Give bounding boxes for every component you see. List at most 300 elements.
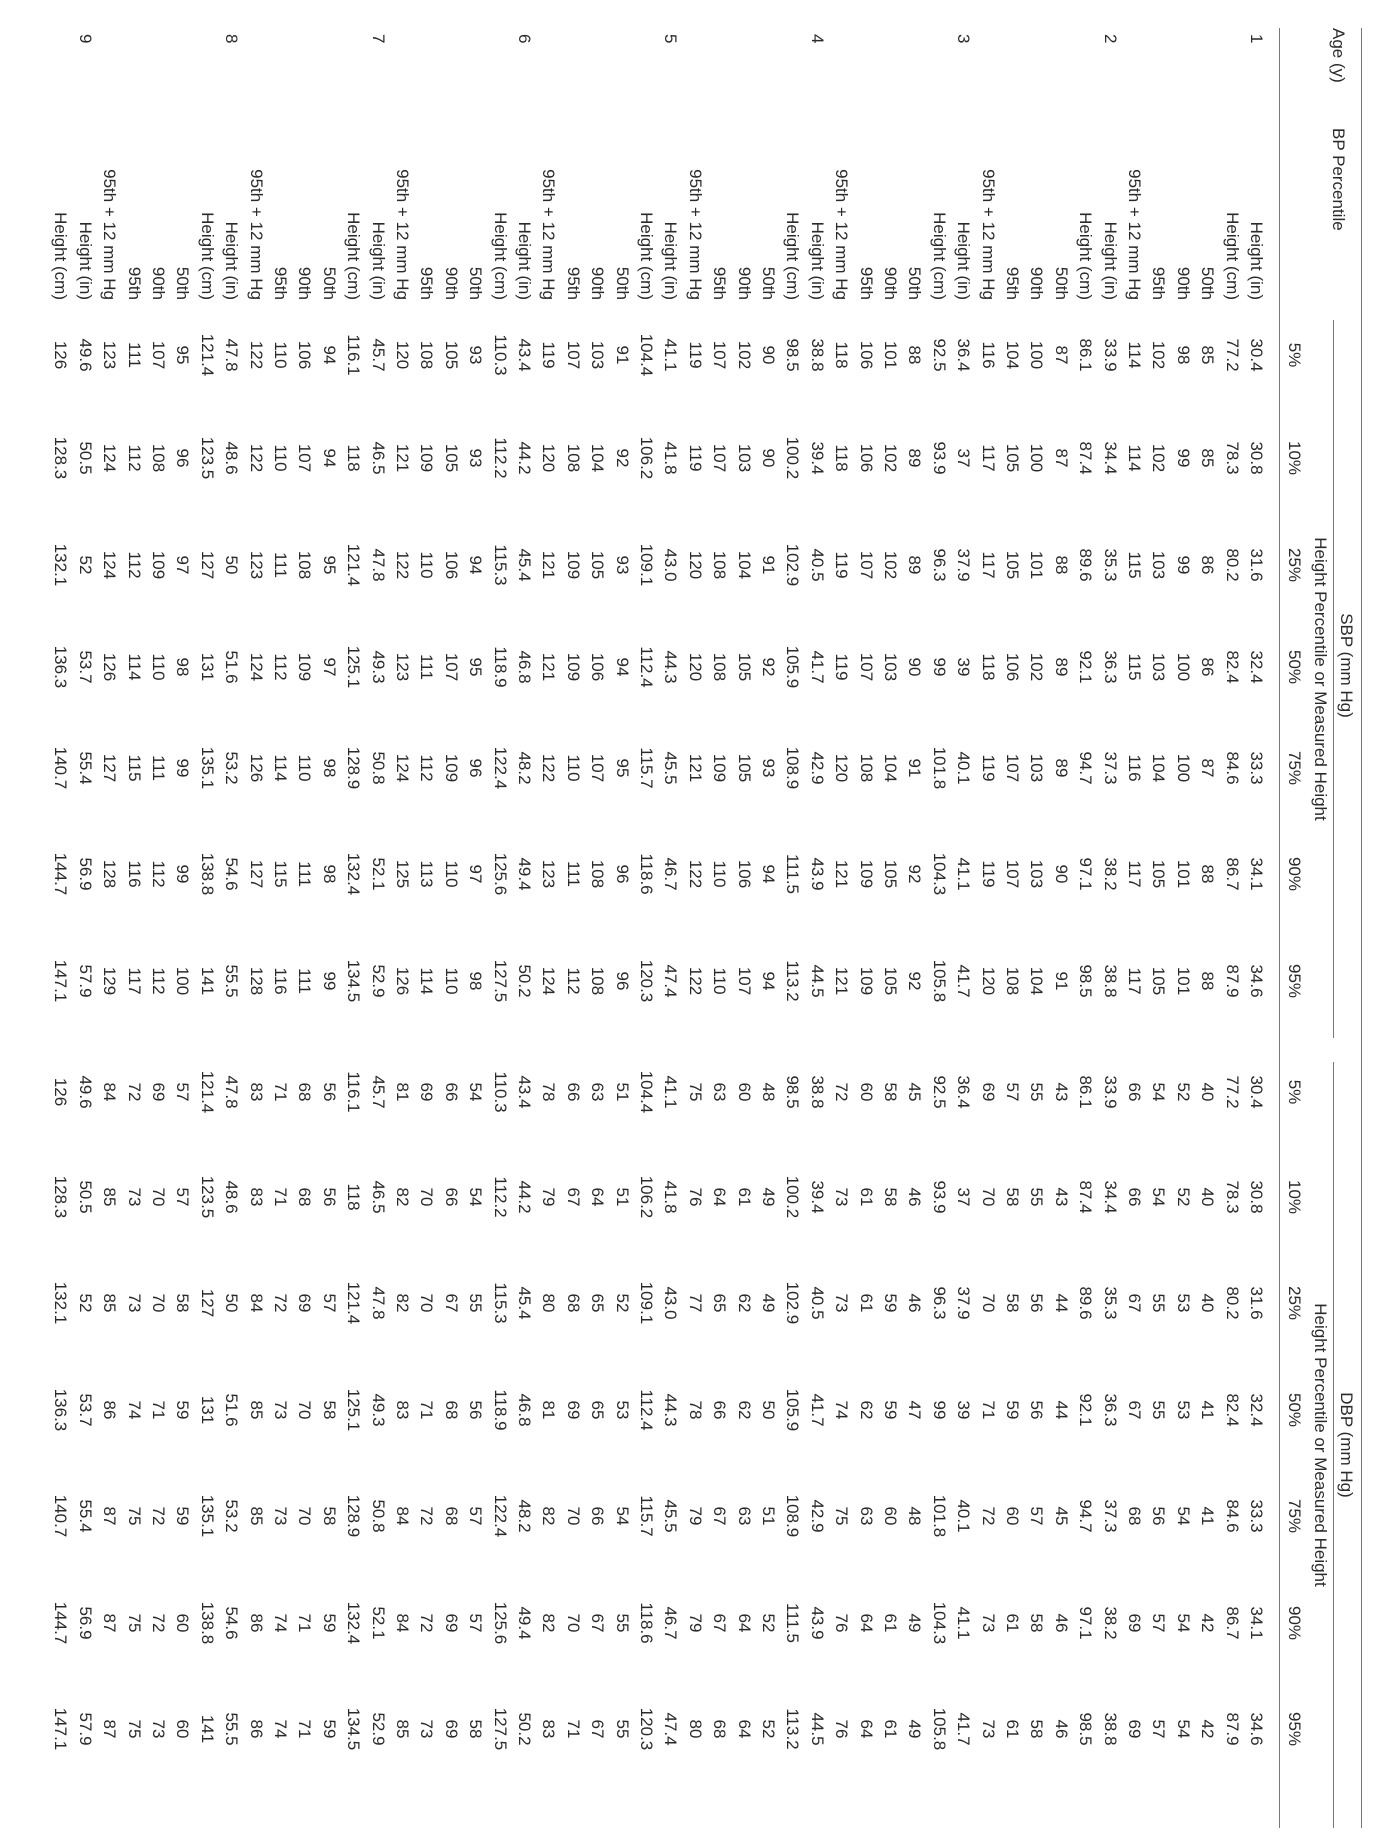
bp-percentile-cell: 90th — [1027, 266, 1047, 300]
sbp-value-cell: 93.9 — [929, 441, 949, 475]
dbp-value-cell: 59 — [319, 1719, 339, 1739]
sbp-value-cell: 115 — [124, 754, 144, 782]
sbp-value-cell: 105 — [588, 550, 608, 580]
dbp-value-cell: 70 — [417, 1293, 437, 1313]
dbp-value-cell: 108.9 — [783, 1494, 803, 1538]
dbp-value-cell: 71 — [295, 1719, 315, 1739]
dbp-value-cell: 59 — [173, 1400, 193, 1420]
sbp-value-cell: 91 — [905, 758, 925, 778]
dbp-value-cell: 55 — [1027, 1187, 1047, 1207]
top-rule — [1361, 28, 1362, 1828]
sbp-value-cell: 49.3 — [368, 650, 388, 684]
sbp-value-cell: 98 — [319, 758, 339, 778]
bp-percentile-cell: Height (cm) — [637, 212, 656, 300]
sbp-value-cell: 105 — [1003, 443, 1022, 473]
dbp-value-cell: 41.8 — [661, 1180, 681, 1214]
dbp-value-cell: 54 — [1149, 1187, 1169, 1207]
dbp-value-cell: 52.1 — [368, 1606, 388, 1640]
bp-percentile-cell: 95th — [1149, 266, 1169, 300]
dbp-value-cell: 42.9 — [807, 1499, 827, 1533]
bp-percentile-cell: 90th — [149, 266, 168, 300]
age-cell: 9 — [75, 34, 95, 44]
dbp-value-cell: 68 — [295, 1187, 315, 1207]
dbp-value-cell: 61 — [1003, 1613, 1022, 1633]
bp-percentile-cell: Height (in) — [368, 221, 388, 300]
sbp-value-cell: 49.4 — [515, 857, 534, 891]
dbp-value-cell: 57 — [173, 1187, 193, 1207]
sbp-value-cell: 107 — [710, 443, 730, 473]
dbp-value-cell: 73 — [124, 1187, 144, 1207]
sbp-value-cell: 147.1 — [51, 959, 71, 1003]
dbp-value-cell: 57.9 — [75, 1712, 95, 1746]
dbp-value-cell: 57 — [466, 1506, 486, 1526]
dbp-value-cell: 132.1 — [51, 1281, 71, 1325]
dbp-value-cell: 140.7 — [51, 1494, 71, 1538]
sbp-value-cell: 103 — [1149, 652, 1169, 682]
dbp-value-cell: 70 — [149, 1293, 168, 1313]
sbp-value-cell: 88 — [905, 345, 925, 365]
sbp-value-cell: 38.2 — [1100, 857, 1120, 891]
bp-percentile-cell: Height (cm) — [1076, 212, 1096, 300]
bp-percentile-cell: 95th + 12 mm Hg — [393, 169, 412, 300]
dbp-value-cell: 83 — [393, 1400, 412, 1420]
dbp-value-cell: 59 — [319, 1613, 339, 1633]
sbp-percentile-col-header: 25% — [1285, 547, 1304, 583]
dbp-value-cell: 57 — [173, 1082, 193, 1102]
dbp-value-cell: 54 — [1173, 1506, 1193, 1526]
sbp-value-cell: 98 — [466, 971, 486, 991]
sbp-value-cell: 44.3 — [661, 650, 681, 684]
dbp-value-cell: 48.6 — [222, 1180, 242, 1214]
dbp-value-cell: 111.5 — [783, 1602, 803, 1644]
dbp-value-cell: 39.4 — [807, 1180, 827, 1214]
sbp-value-cell: 33.9 — [1100, 338, 1120, 372]
dbp-value-cell: 84 — [393, 1613, 412, 1633]
age-header: Age (y) — [1329, 28, 1348, 83]
dbp-value-cell: 79 — [539, 1187, 559, 1207]
bp-percentile-cell: 50th — [319, 266, 339, 300]
dbp-percentile-col-header: 10% — [1285, 1179, 1304, 1215]
sbp-value-cell: 114 — [1125, 341, 1144, 369]
sbp-value-cell: 52.9 — [368, 964, 388, 998]
sbp-value-cell: 122 — [393, 550, 412, 580]
dbp-value-cell: 52 — [1173, 1187, 1193, 1207]
dbp-value-cell: 56 — [466, 1400, 486, 1420]
dbp-value-cell: 78 — [685, 1400, 705, 1420]
dbp-percentile-col-header: 5% — [1285, 1079, 1304, 1105]
sbp-value-cell: 50 — [222, 555, 242, 575]
bp-percentile-cell: 50th — [466, 266, 486, 300]
dbp-value-cell: 67 — [588, 1613, 608, 1633]
sbp-value-cell: 47.8 — [222, 338, 242, 372]
dbp-value-cell: 69 — [1125, 1719, 1144, 1739]
dbp-value-cell: 61 — [881, 1613, 900, 1633]
sbp-value-cell: 41.1 — [661, 338, 681, 372]
dbp-value-cell: 71 — [271, 1187, 290, 1207]
sbp-value-cell: 120 — [539, 443, 559, 473]
sbp-value-cell: 110 — [271, 341, 290, 369]
sbp-value-cell: 50.8 — [368, 751, 388, 785]
dbp-value-cell: 60 — [734, 1082, 754, 1102]
sbp-value-cell: 117 — [978, 444, 998, 472]
dbp-value-cell: 73 — [271, 1400, 290, 1420]
dbp-value-cell: 60 — [173, 1719, 193, 1739]
dbp-value-cell: 55.4 — [75, 1499, 95, 1533]
sbp-value-cell: 109 — [710, 753, 730, 783]
bp-percentile-cell: Height (cm) — [1222, 212, 1242, 300]
sbp-value-cell: 89.6 — [1076, 548, 1096, 582]
sbp-value-cell: 46.7 — [661, 857, 681, 891]
dbp-value-cell: 71 — [563, 1719, 583, 1739]
sbp-value-cell: 105 — [881, 966, 900, 996]
dbp-percentile-col-header: 90% — [1285, 1605, 1304, 1641]
sbp-value-cell: 43.9 — [807, 857, 827, 891]
sbp-value-cell: 34.4 — [1100, 441, 1120, 475]
dbp-value-cell: 87 — [100, 1719, 120, 1739]
dbp-value-cell: 73 — [149, 1719, 168, 1739]
dbp-value-cell: 69 — [1125, 1613, 1144, 1633]
sbp-value-cell: 52.1 — [368, 857, 388, 891]
dbp-value-cell: 44.5 — [807, 1712, 827, 1746]
sbp-value-cell: 110 — [295, 754, 315, 782]
sbp-value-cell: 106 — [441, 550, 461, 580]
sbp-value-cell: 108 — [588, 859, 608, 889]
sbp-value-cell: 108 — [710, 652, 730, 682]
sbp-value-cell: 48.2 — [515, 751, 534, 785]
dbp-value-cell: 48 — [759, 1082, 778, 1102]
sbp-value-cell: 110 — [441, 860, 461, 888]
sbp-value-cell: 100 — [1173, 753, 1193, 783]
dbp-value-cell: 43 — [1051, 1187, 1071, 1207]
dbp-value-cell: 58 — [319, 1506, 339, 1526]
sbp-value-cell: 45.4 — [515, 548, 534, 582]
dbp-value-cell: 66 — [1125, 1082, 1144, 1102]
dbp-value-cell: 68 — [710, 1719, 730, 1739]
sbp-value-cell: 37 — [954, 448, 974, 468]
sbp-value-cell: 97 — [173, 555, 193, 575]
dbp-value-cell: 67 — [710, 1506, 730, 1526]
dbp-value-cell: 87 — [100, 1613, 120, 1633]
sbp-value-cell: 121 — [539, 652, 559, 682]
sbp-value-cell: 114 — [271, 754, 290, 782]
sbp-value-cell: 103 — [1149, 550, 1169, 580]
sbp-value-cell: 86.1 — [1076, 338, 1096, 372]
dbp-value-cell: 58 — [1003, 1187, 1022, 1207]
dbp-value-cell: 60 — [1003, 1506, 1022, 1526]
bp-percentile-cell: Height (in) — [1100, 221, 1120, 300]
sbp-value-cell: 104.4 — [637, 333, 656, 377]
sbp-value-cell: 95 — [466, 657, 486, 677]
sbp-value-cell: 109 — [149, 550, 168, 580]
dbp-value-cell: 48.2 — [515, 1499, 534, 1533]
dbp-value-cell: 74 — [271, 1613, 290, 1633]
sbp-value-cell: 43.0 — [661, 548, 681, 582]
sbp-value-cell: 80.2 — [1222, 548, 1242, 582]
sbp-value-cell: 106 — [1003, 652, 1022, 682]
dbp-value-cell: 44 — [1051, 1400, 1071, 1420]
sbp-value-cell: 121 — [393, 443, 412, 473]
sbp-value-cell: 121.4 — [344, 543, 364, 587]
sbp-value-cell: 40.1 — [954, 751, 974, 785]
sbp-value-cell: 49.6 — [75, 338, 95, 372]
dbp-value-cell: 70 — [295, 1400, 315, 1420]
dbp-value-cell: 58 — [1027, 1719, 1047, 1739]
sbp-value-cell: 104 — [881, 753, 900, 783]
bp-percentile-cell: 95th + 12 mm Hg — [100, 169, 120, 300]
dbp-value-cell: 74 — [124, 1400, 144, 1420]
bp-percentile-cell: 95th + 12 mm Hg — [539, 169, 559, 300]
dbp-value-cell: 73 — [124, 1293, 144, 1313]
sbp-value-cell: 91 — [612, 345, 632, 365]
sbp-value-cell: 106 — [588, 652, 608, 682]
sbp-value-cell: 33.3 — [1247, 751, 1266, 785]
dbp-value-cell: 73 — [832, 1187, 852, 1207]
sbp-value-cell: 102.9 — [783, 543, 803, 587]
sbp-value-cell: 123 — [100, 340, 120, 370]
dbp-value-cell: 37.3 — [1100, 1499, 1120, 1533]
dbp-value-cell: 70 — [978, 1187, 998, 1207]
sbp-value-cell: 125 — [393, 859, 412, 889]
dbp-value-cell: 51 — [612, 1187, 632, 1207]
sbp-value-cell: 97 — [319, 657, 339, 677]
sbp-value-cell: 104 — [1149, 753, 1169, 783]
sbp-value-cell: 94 — [759, 864, 778, 884]
dbp-value-cell: 61 — [856, 1293, 876, 1313]
sbp-value-cell: 94 — [466, 555, 486, 575]
sbp-value-cell: 121 — [832, 859, 852, 889]
dbp-header-rule — [1333, 1062, 1334, 1828]
dbp-header: DBP (mm Hg) — [1337, 1392, 1356, 1498]
sbp-value-cell: 121 — [685, 753, 705, 783]
sbp-value-cell: 45.5 — [661, 751, 681, 785]
sbp-value-cell: 38.8 — [807, 338, 827, 372]
bp-percentile-cell: 95th + 12 mm Hg — [1125, 169, 1144, 300]
sbp-value-cell: 102 — [1149, 443, 1169, 473]
sbp-value-cell: 122.4 — [490, 746, 510, 790]
age-cell: 4 — [807, 34, 827, 44]
sbp-value-cell: 122 — [246, 443, 266, 473]
sbp-value-cell: 114 — [417, 967, 437, 995]
dbp-value-cell: 105.9 — [783, 1388, 803, 1432]
dbp-value-cell: 69 — [417, 1082, 437, 1102]
dbp-value-cell: 46 — [1051, 1719, 1071, 1739]
bp-percentile-cell: Height (in) — [75, 221, 95, 300]
dbp-value-cell: 36.3 — [1100, 1393, 1120, 1427]
dbp-value-cell: 58 — [881, 1187, 900, 1207]
sbp-value-cell: 126 — [246, 753, 266, 783]
dbp-value-cell: 41.1 — [954, 1606, 974, 1640]
sbp-value-cell: 92.1 — [1076, 650, 1096, 684]
dbp-value-cell: 73 — [271, 1506, 290, 1526]
sbp-value-cell: 121 — [539, 550, 559, 580]
sbp-value-cell: 111 — [417, 654, 437, 680]
sbp-value-cell: 126 — [100, 652, 120, 682]
dbp-value-cell: 46 — [1051, 1613, 1071, 1633]
dbp-value-cell: 54 — [612, 1506, 632, 1526]
sbp-value-cell: 102 — [881, 550, 900, 580]
sbp-value-cell: 116 — [1125, 754, 1144, 782]
sbp-value-cell: 102 — [881, 443, 900, 473]
bp-percentile-cell: 95th + 12 mm Hg — [832, 169, 852, 300]
sbp-value-cell: 119 — [978, 754, 998, 782]
dbp-value-cell: 85 — [393, 1719, 412, 1739]
sbp-value-cell: 85 — [1198, 345, 1218, 365]
dbp-value-cell: 65 — [588, 1293, 608, 1313]
sbp-value-cell: 89 — [905, 555, 925, 575]
sbp-value-cell: 119 — [685, 444, 705, 472]
sbp-value-cell: 105 — [1149, 859, 1169, 889]
sbp-percentile-col-header: 5% — [1285, 342, 1304, 368]
dbp-value-cell: 55 — [612, 1719, 632, 1739]
dbp-value-cell: 41.1 — [661, 1075, 681, 1109]
sbp-value-cell: 99 — [173, 758, 193, 778]
sbp-value-cell: 128.9 — [344, 746, 364, 790]
sbp-value-cell: 92 — [759, 657, 778, 677]
dbp-value-cell: 45 — [1051, 1506, 1071, 1526]
sbp-value-cell: 144.7 — [51, 852, 71, 896]
dbp-value-cell: 61 — [881, 1719, 900, 1739]
bp-percentile-cell: 95th + 12 mm Hg — [246, 169, 266, 300]
dbp-value-cell: 52 — [759, 1613, 778, 1633]
sbp-value-cell: 108 — [417, 340, 437, 370]
dbp-value-cell: 126 — [51, 1077, 71, 1107]
sbp-value-cell: 92 — [905, 864, 925, 884]
dbp-value-cell: 70 — [149, 1187, 168, 1207]
sbp-value-cell: 53.2 — [222, 751, 242, 785]
dbp-value-cell: 55 — [1027, 1082, 1047, 1102]
dbp-height-percentile-header: Height Percentile or Measured Height — [1311, 1303, 1330, 1587]
sbp-value-cell: 118 — [978, 653, 998, 681]
dbp-value-cell: 116.1 — [344, 1071, 364, 1113]
dbp-value-cell: 62 — [734, 1400, 754, 1420]
sbp-value-cell: 86 — [1198, 657, 1218, 677]
sbp-value-cell: 100 — [1027, 340, 1047, 370]
sbp-value-cell: 85 — [1198, 448, 1218, 468]
dbp-value-cell: 85 — [100, 1293, 120, 1313]
sbp-value-cell: 54.6 — [222, 857, 242, 891]
sbp-value-cell: 95 — [173, 345, 193, 365]
bp-percentile-cell: 90th — [881, 266, 900, 300]
dbp-value-cell: 93.9 — [929, 1180, 949, 1214]
sbp-value-cell: 107 — [588, 753, 608, 783]
dbp-value-cell: 56 — [1149, 1506, 1169, 1526]
dbp-value-cell: 40 — [1198, 1187, 1218, 1207]
dbp-value-cell: 49 — [759, 1187, 778, 1207]
dbp-value-cell: 75 — [124, 1613, 144, 1633]
sbp-value-cell: 132.1 — [51, 543, 71, 587]
sbp-value-cell: 37.3 — [1100, 751, 1120, 785]
dbp-value-cell: 52 — [612, 1293, 632, 1313]
sbp-value-cell: 122 — [539, 753, 559, 783]
sbp-value-cell: 113 — [417, 860, 437, 888]
dbp-value-cell: 30.8 — [1247, 1180, 1266, 1214]
dbp-value-cell: 64 — [856, 1719, 876, 1739]
sbp-value-cell: 101 — [1173, 966, 1193, 996]
sbp-value-cell: 102 — [1149, 340, 1169, 370]
dbp-value-cell: 49.3 — [368, 1393, 388, 1427]
dbp-value-cell: 40.1 — [954, 1499, 974, 1533]
sbp-value-cell: 47.4 — [661, 964, 681, 998]
dbp-value-cell: 32.4 — [1247, 1393, 1266, 1427]
sbp-value-cell: 87 — [1198, 758, 1218, 778]
bp-percentile-cell: 50th — [759, 266, 778, 300]
sbp-value-cell: 111 — [149, 755, 168, 781]
sbp-value-cell: 93 — [466, 345, 486, 365]
dbp-value-cell: 55 — [466, 1293, 486, 1313]
dbp-value-cell: 67 — [710, 1613, 730, 1633]
sbp-value-cell: 104.3 — [929, 852, 949, 896]
dbp-value-cell: 41.7 — [807, 1393, 827, 1427]
dbp-value-cell: 96.3 — [929, 1286, 949, 1320]
sbp-value-cell: 34.1 — [1247, 857, 1266, 891]
sbp-value-cell: 103 — [1027, 753, 1047, 783]
sbp-value-cell: 100.2 — [783, 436, 803, 480]
sbp-value-cell: 109.1 — [637, 543, 656, 587]
dbp-value-cell: 92.1 — [1076, 1393, 1096, 1427]
sbp-value-cell: 110 — [271, 444, 290, 472]
dbp-value-cell: 123.5 — [197, 1175, 217, 1219]
dbp-value-cell: 75 — [832, 1506, 852, 1526]
dbp-value-cell: 99 — [929, 1400, 949, 1420]
bp-percentile-cell: 95th — [271, 266, 290, 300]
sbp-value-cell: 124 — [100, 550, 120, 580]
dbp-value-cell: 79 — [685, 1506, 705, 1526]
sbp-value-cell: 106 — [856, 443, 876, 473]
dbp-value-cell: 80.2 — [1222, 1286, 1242, 1320]
sbp-value-cell: 102 — [1027, 652, 1047, 682]
sbp-value-cell: 125.6 — [490, 852, 510, 896]
dbp-value-cell: 82 — [393, 1187, 412, 1207]
dbp-value-cell: 75 — [124, 1506, 144, 1526]
dbp-value-cell: 74 — [832, 1400, 852, 1420]
sbp-value-cell: 94 — [319, 448, 339, 468]
sbp-value-cell: 120.3 — [637, 959, 656, 1003]
sbp-value-cell: 38.8 — [1100, 964, 1120, 998]
sbp-value-cell: 112 — [271, 653, 290, 681]
dbp-value-cell: 69 — [441, 1613, 461, 1633]
sbp-value-cell: 42.9 — [807, 751, 827, 785]
sbp-value-cell: 52 — [75, 555, 95, 575]
dbp-value-cell: 77.2 — [1222, 1075, 1242, 1109]
dbp-value-cell: 86.7 — [1222, 1606, 1242, 1640]
sbp-value-cell: 105 — [881, 859, 900, 889]
dbp-value-cell: 45.4 — [515, 1286, 534, 1320]
sbp-value-cell: 105.8 — [929, 959, 949, 1003]
sbp-value-cell: 112 — [149, 860, 168, 888]
bp-percentile-header: BP Percentile — [1329, 128, 1348, 231]
sbp-value-cell: 101 — [881, 340, 900, 370]
dbp-value-cell: 110.3 — [490, 1071, 510, 1113]
dbp-value-cell: 56 — [319, 1082, 339, 1102]
dbp-value-cell: 55 — [612, 1613, 632, 1633]
sbp-value-cell: 106 — [295, 340, 315, 370]
sbp-value-cell: 115 — [1125, 653, 1144, 681]
bp-percentile-cell: 95th — [1003, 266, 1022, 300]
sbp-value-cell: 131 — [197, 652, 217, 682]
dbp-value-cell: 87.4 — [1076, 1180, 1096, 1214]
dbp-value-cell: 84 — [393, 1506, 412, 1526]
dbp-percentile-col-header: 75% — [1285, 1498, 1304, 1534]
dbp-value-cell: 72 — [149, 1613, 168, 1633]
sbp-value-cell: 124 — [100, 443, 120, 473]
dbp-value-cell: 72 — [978, 1506, 998, 1526]
sbp-value-cell: 96 — [612, 864, 632, 884]
sbp-value-cell: 116.1 — [344, 334, 364, 376]
sbp-percentile-col-header: 90% — [1285, 856, 1304, 892]
dbp-value-cell: 147.1 — [51, 1707, 71, 1751]
sbp-value-cell: 105 — [441, 340, 461, 370]
bp-percentile-cell: 95th — [124, 266, 144, 300]
